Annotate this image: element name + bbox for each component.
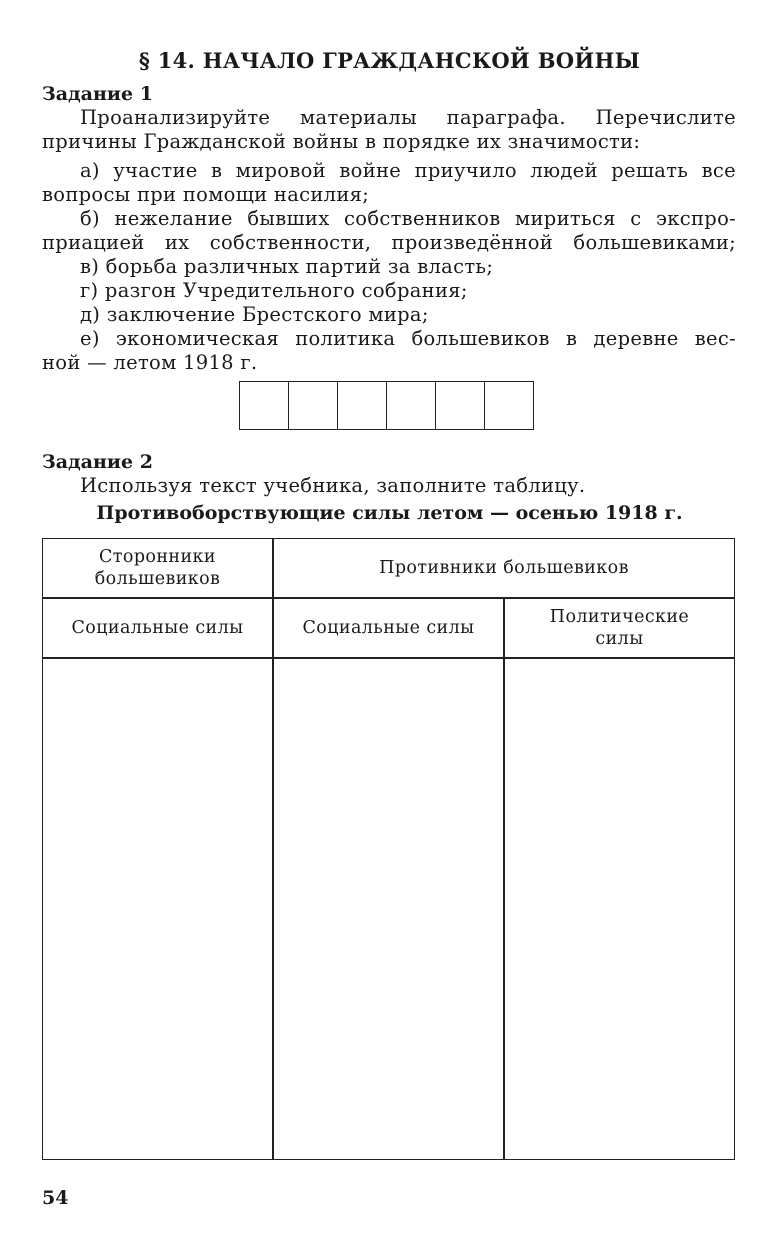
opponents-header: Противники большевиков xyxy=(379,558,629,578)
political-header-line1: Политические xyxy=(549,607,690,627)
task1-options xyxy=(42,159,736,375)
supporters-header-line1: Сторонники xyxy=(99,547,216,567)
option-a-line1: а) участие в мировой войне приучило людей решать все xyxy=(80,159,736,182)
instruction-line: Проанализируйте материалы параграфа. Перечислите xyxy=(80,106,736,129)
option-d: г) разгон Учредительного собрания; xyxy=(80,279,468,302)
forces-table xyxy=(42,538,735,1160)
answer-box-4[interactable] xyxy=(387,382,436,429)
page-number: 54 xyxy=(42,1187,69,1209)
opponents-social-header: Социальные силы xyxy=(302,618,475,638)
option-b-line1: б) нежелание бывших собственников мириться с экспро- xyxy=(80,207,736,230)
option-c: в) борьба различных партий за власть; xyxy=(80,255,494,278)
instruction-line: причины Гражданской войны в порядке их значимости: xyxy=(42,130,641,153)
option-e: д) заключение Брестского мира; xyxy=(80,303,429,326)
task2-instruction: Используя текст учебника, заполните таблицу. xyxy=(80,474,586,497)
task2-instruction-wrap xyxy=(42,474,736,498)
answer-box-6[interactable] xyxy=(485,382,533,429)
supporters-social-header: Социальные силы xyxy=(71,618,244,638)
table-title: Противоборствующие силы летом — осенью 1918 г. xyxy=(96,502,683,524)
opponents-political-cell[interactable] xyxy=(505,659,734,1159)
option-a-line2: вопросы при помощи насилия; xyxy=(42,183,370,206)
answer-box-1[interactable] xyxy=(240,382,289,429)
opponents-social-cell[interactable] xyxy=(274,659,503,1159)
answer-box-5[interactable] xyxy=(436,382,485,429)
task1-instruction xyxy=(42,106,736,154)
task1-title: Задание 1 xyxy=(42,83,153,105)
section-heading: § 14. НАЧАЛО ГРАЖДАНСКОЙ ВОЙНЫ xyxy=(138,48,641,73)
opponents-political-header xyxy=(505,599,734,657)
option-b-line2: приацией их собственности, произведённой большевиками; xyxy=(42,231,736,254)
supporters-header xyxy=(43,539,272,597)
answer-boxes xyxy=(239,381,534,430)
answer-box-2[interactable] xyxy=(289,382,338,429)
option-f-line1: е) экономическая политика большевиков в деревне вес- xyxy=(80,327,736,350)
supporters-header-line2: большевиков xyxy=(94,569,221,589)
option-f-line2: ной — летом 1918 г. xyxy=(42,351,258,374)
supporters-social-cell[interactable] xyxy=(43,659,272,1159)
political-header-line2: силы xyxy=(595,629,644,649)
answer-box-3[interactable] xyxy=(338,382,387,429)
task2-title: Задание 2 xyxy=(42,451,153,473)
